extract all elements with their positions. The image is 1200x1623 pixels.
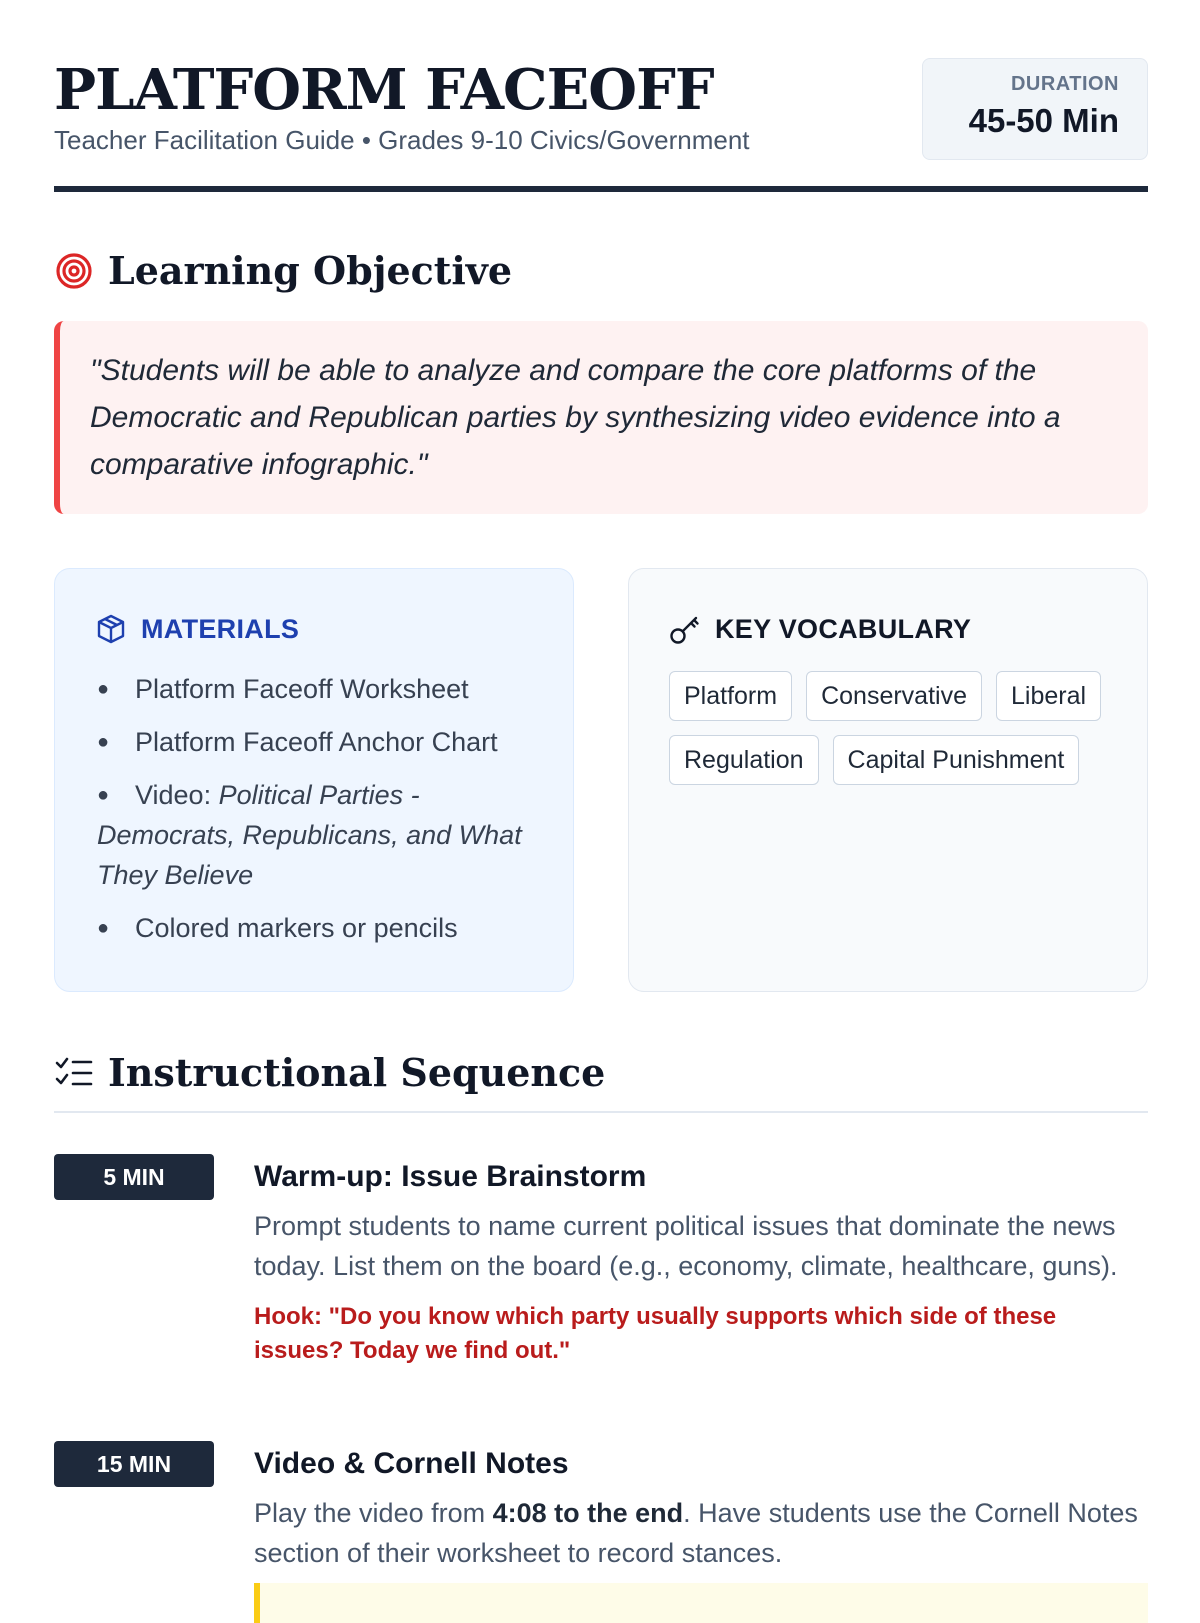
- list-item: [97, 908, 547, 948]
- step-body: [254, 1441, 1148, 1573]
- vocabulary-chips: [669, 671, 1119, 799]
- guide-header: [54, 0, 1148, 194]
- bullet-icon: ●: [97, 678, 110, 700]
- teacher-tip-box: [254, 1583, 1148, 1623]
- step-body: [254, 1154, 1148, 1368]
- key-icon: [669, 613, 701, 645]
- vocab-chip: Platform: [669, 671, 792, 721]
- step-duration-badge: 5 MIN: [54, 1154, 214, 1200]
- materials-title-text: MATERIALS: [141, 613, 300, 644]
- sequence-heading-text: Instructional Sequence: [108, 1050, 606, 1095]
- target-icon: [54, 251, 94, 291]
- vocabulary-card: [628, 568, 1148, 992]
- step-title: Video & Cornell Notes: [254, 1447, 569, 1480]
- list-item: [97, 775, 547, 895]
- page-subtitle: Teacher Facilitation Guide • Grades 9-10 Civics/Government: [54, 125, 750, 155]
- step-text-part: . Have students use the Cornell Notes section of their worksheet to record stances.: [254, 1498, 1138, 1568]
- material-prefix: Video:: [135, 780, 219, 810]
- step-title: Warm-up: Issue Brainstorm: [254, 1160, 647, 1193]
- step-text-part: Play the video from: [254, 1498, 493, 1528]
- vocab-chip: Conservative: [806, 671, 982, 721]
- bullet-icon: ●: [97, 917, 110, 939]
- material-text: Platform Faceoff Worksheet: [135, 674, 469, 704]
- list-item: [97, 669, 547, 709]
- vocab-chip: Liberal: [996, 671, 1101, 721]
- material-text: Platform Faceoff Anchor Chart: [135, 727, 498, 757]
- vocab-chip: Regulation: [669, 735, 819, 785]
- checklist-icon: [54, 1053, 94, 1093]
- duration-box: [922, 58, 1148, 160]
- step-text-emphasis: 4:08 to the end: [492, 1498, 684, 1528]
- vocabulary-title-text: KEY VOCABULARY: [715, 613, 972, 644]
- materials-title: [95, 613, 299, 645]
- bullet-icon: ●: [97, 784, 110, 806]
- vocab-chip: Capital Punishment: [833, 735, 1080, 785]
- material-text: Colored markers or pencils: [135, 913, 458, 943]
- step-duration-badge: 15 MIN: [54, 1441, 214, 1487]
- sequence-divider: [54, 1111, 1148, 1113]
- duration-label: DURATION: [1010, 73, 1119, 95]
- duration-value: 45-50 Min: [968, 102, 1119, 139]
- materials-card: [54, 568, 574, 992]
- step-description: [254, 1493, 1148, 1573]
- page-title: PLATFORM FACEOFF: [54, 57, 714, 123]
- objective-quote: "Students will be able to analyze and compare the core platforms of the Democratic and Republican parties by synthesizing video evidence into a comparative infographic.": [54, 321, 1148, 514]
- teacher-guide-page: [54, 0, 1148, 1568]
- objective-heading: [54, 248, 512, 293]
- materials-list: [97, 669, 547, 961]
- sequence-heading: [54, 1050, 605, 1095]
- step-hook: Hook: "Do you know which party usually supports which side of these issues? Today we find out.": [254, 1303, 1057, 1364]
- vocabulary-title: [669, 613, 971, 645]
- bullet-icon: ●: [97, 731, 110, 753]
- cube-icon: [95, 613, 127, 645]
- step-description: Prompt students to name current political issues that dominate the news today. List them on the board (e.g., economy, climate, healthcare, guns).: [254, 1211, 1118, 1281]
- list-item: [97, 722, 547, 762]
- header-divider: [54, 186, 1148, 192]
- objective-heading-text: Learning Objective: [108, 248, 513, 293]
- video-title: Political Parties - Democrats, Republicans, and What They Believe: [97, 780, 522, 890]
